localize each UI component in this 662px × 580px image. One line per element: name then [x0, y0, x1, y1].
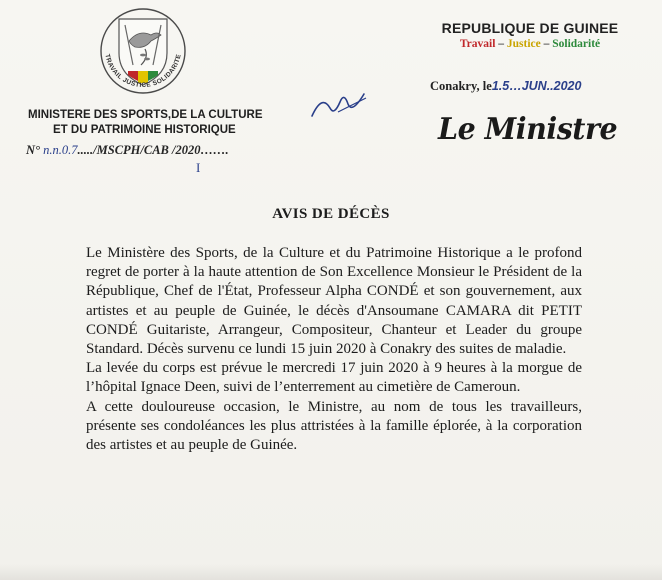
seal-lettering: TRAVAIL JUSTICE SOLIDARITE: [103, 53, 183, 90]
republic-heading: [430, 20, 630, 50]
document-body: [86, 244, 582, 455]
motto-word-3: Solidarité: [552, 38, 601, 50]
paragraph-2: La levée du corps est prévue le mercredi 17 juin 2020 à 9 heures à la morgue de l’hôpital Ignace Deen, suivi de l’enterrement au cimetière de Cameroun.: [86, 360, 582, 396]
document-title: AVIS DE DÉCÈS: [272, 206, 390, 222]
reference-suffix: ...../MSCPH/CAB /2020…….: [77, 143, 229, 157]
coat-of-arms-icon: [95, 5, 191, 97]
ministry-line-2: ET DU PATRIMOINE HISTORIQUE: [53, 124, 236, 136]
reference-prefix: N°: [26, 143, 41, 157]
motto-separator-2: –: [540, 38, 553, 50]
ministry-name: [28, 108, 318, 138]
motto-separator-1: –: [495, 38, 507, 50]
date-line: [430, 79, 581, 94]
motto-word-2: Justice: [506, 38, 541, 50]
ministry-line-1: MINISTERE DES SPORTS,DE LA CULTURE: [28, 109, 263, 121]
signatory-title: Le Ministre: [438, 112, 618, 147]
republic-name: REPUBLIQUE DE GUINEE: [441, 20, 619, 36]
reference-number: [26, 143, 229, 158]
national-motto: [430, 38, 630, 50]
paraph-signature-icon: [308, 88, 368, 122]
paragraph-3: A cette douloureuse occasion, le Ministre, au nom de tous les travailleurs, présente ses condoléances les plus attristées à la famille éplorée, à la corporation des artistes et au peuple de Guinée.: [86, 398, 582, 454]
motto-word-1: Travail: [459, 38, 496, 50]
date-handwritten: 1.5…JUN..2020: [491, 79, 582, 93]
page-bottom-shade: [0, 564, 662, 580]
paragraph-1: Le Ministère des Sports, de la Culture et du Patrimoine Historique a le profond regret de porter à la haute attention de Son Excellence Monsieur le Président de la République, Chef de l'État, Professeur Alpha CONDÉ et son gouvernement, aux artistes et au peuple de Guinée, le décès d'Ansoumane CAMARA dit PETIT CONDÉ Guitariste, Arrangeur, Compositeur, Chanteur et Leader du groupe Standard. Décès survenu ce lundi 15 juin 2020 à Conakry des suites de maladie.: [86, 245, 582, 358]
reference-handwritten: n.n.0.7: [43, 143, 78, 157]
date-prefix: Conakry, le: [430, 79, 492, 93]
reference-mark: I: [196, 160, 201, 175]
